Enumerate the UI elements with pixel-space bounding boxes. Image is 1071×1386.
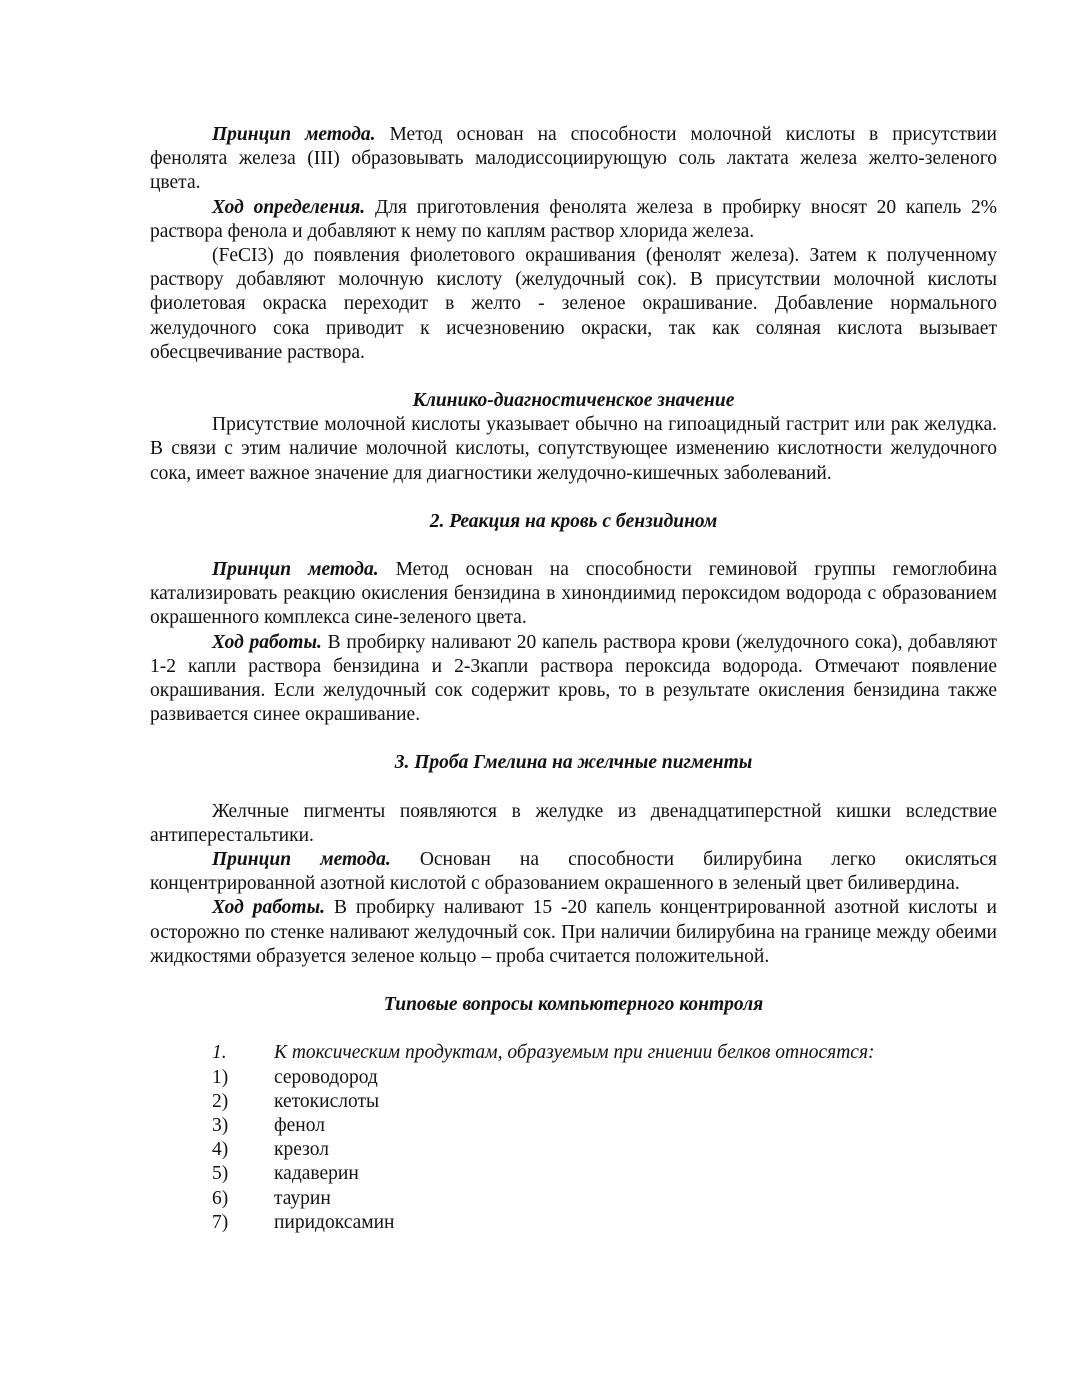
option-text: кетокислоты [274, 1090, 380, 1112]
option-text: фенол [274, 1114, 325, 1136]
question-text: К токсическим продуктам, образуемым при гниении белков относятся: [274, 1042, 875, 1064]
principle-paragraph-1 [150, 123, 997, 196]
paragraph-text: Основан на способности билирубина легко окисляться концентрированной азотной кислотой с образованием окрашенного в зеленый цвет биливердина. [150, 849, 997, 895]
paragraph-text: Метод основан на способности молочной кислоты в присутствии фенолята железа (III) образовывать малодиссоциирующую соль лактата железа желто-зеленого цвета. [150, 124, 997, 194]
question-number: 1. [212, 1042, 227, 1064]
clinical-significance-paragraph [150, 413, 997, 486]
paragraph-lead: Принцип метода. [212, 559, 379, 581]
option-number: 6) [212, 1187, 229, 1209]
option-text: кадаверин [274, 1163, 359, 1185]
paragraph-text: Присутствие молочной кислоты указывает обычно на гипоацидный гастрит или рак желудка. В связи с этим наличие молочной кислоты, сопутствующее изменению кислотности желудочного сока, имеет важное значение для диагностики желудочно-кишечных заболеваний. [150, 414, 997, 484]
paragraph-lead: Ход работы. [212, 897, 326, 919]
option-number: 5) [212, 1163, 229, 1185]
bile-pigments-intro-paragraph [150, 800, 997, 848]
procedure-paragraph-3 [150, 896, 997, 969]
answer-option [212, 1211, 997, 1235]
procedure-paragraph-2 [150, 631, 997, 728]
paragraph-lead: Принцип метода. [212, 849, 391, 871]
option-text: пиридоксамин [274, 1211, 395, 1233]
questions-heading: Типовые вопросы компьютерного контроля [383, 994, 764, 1016]
paragraph-text: Метод основан на способности геминовой группы гемоглобина катализировать реакцию окисления бензидина в хинондиимид пероксидом водорода с образованием окрашенного комплекса сине-зеленого цвета. [150, 559, 997, 629]
paragraph-text: Для приготовления фенолята железа в пробирку вносят 20 капель 2% раствора фенола и добавляют к нему по каплям раствор хлорида железа. [150, 196, 997, 242]
option-number: 7) [212, 1211, 229, 1233]
option-text: сероводород [274, 1066, 378, 1088]
answer-option [212, 1162, 997, 1186]
answer-option [212, 1090, 997, 1114]
section-3-heading: 3. Проба Гмелина на желчные пигменты [394, 752, 753, 774]
option-number: 2) [212, 1090, 229, 1112]
principle-paragraph-2 [150, 558, 997, 631]
paragraph-text: В пробирку наливают 20 капель раствора крови (желудочного сока), добавляют 1-2 капли раствора бензидина и 2-3капли раствора пероксида водорода. Отмечают появление окрашивания. Если желудочный сок содержит кровь, то в результате окисления бензидина также развивается синее окрашивание. [150, 631, 997, 726]
clinical-significance-heading: Клинико-диагностиченское значение [412, 390, 735, 412]
option-number: 3) [212, 1114, 229, 1136]
procedure-paragraph-1 [150, 196, 997, 244]
paragraph-text: Желчные пигменты появляются в желудке из двенадцатиперстной кишки вследствие антиперестальтики. [150, 800, 997, 846]
option-text: крезол [274, 1139, 329, 1161]
section-2-heading: 2. Реакция на кровь с бензидином [429, 510, 718, 532]
answer-option [212, 1066, 997, 1090]
paragraph-lead: Принцип метода. [212, 124, 376, 145]
option-number: 4) [212, 1139, 229, 1161]
paragraph-text: (FeCI3) до появления фиолетового окрашивания (фенолят железа). Затем к полученному раствору добавляют молочную кислоту (желудочный сок). В присутствии молочной кислоты фиолетовая окраска переходит в желто - зеленое окрашивание. Добавление нормального желудочного сока приводит к исчезновению окраски, так как соляная кислота вызывает обесцвечивание раствора. [150, 245, 997, 363]
paragraph-text: В пробирку наливают 15 -20 капель концентрированной азотной кислоты и осторожно по стенке наливают желудочный сок. При наличии билирубина на границе между обеими жидкостями образуется зеленое кольцо – проба считается положительной. [150, 897, 997, 967]
answer-option [212, 1138, 997, 1162]
option-number: 1) [212, 1066, 229, 1088]
paragraph-lead: Ход работы. [212, 631, 322, 653]
paragraph-lead: Ход определения. [212, 196, 366, 218]
option-text: таурин [274, 1187, 331, 1209]
principle-paragraph-3 [150, 848, 997, 896]
document-content [150, 123, 997, 1235]
procedure-continuation-paragraph [150, 244, 997, 365]
answer-option [212, 1114, 997, 1138]
question-1 [212, 1041, 997, 1065]
answer-option [212, 1187, 997, 1211]
